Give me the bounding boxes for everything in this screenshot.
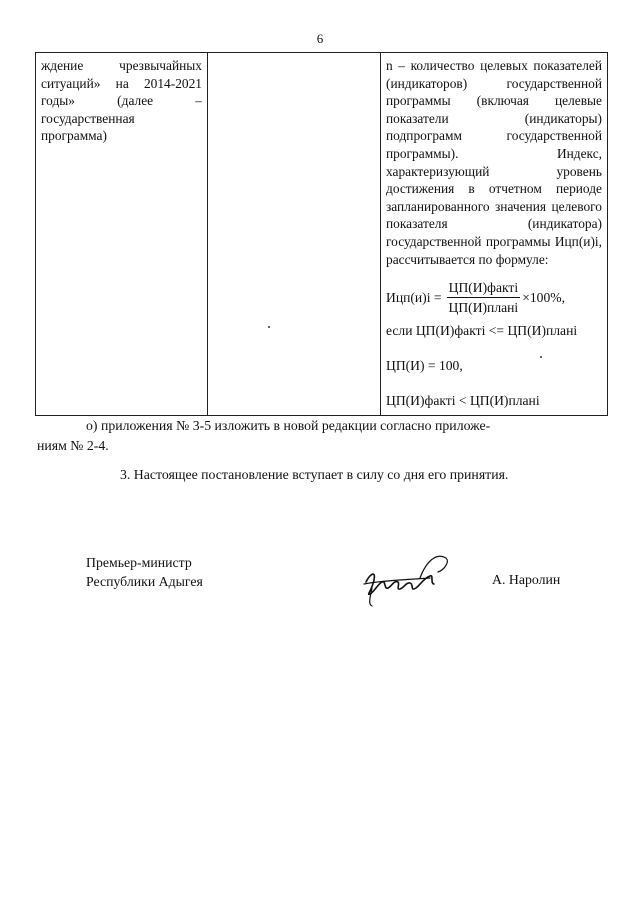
amendment-paragraph [37,416,606,456]
handwritten-signature [360,548,452,610]
signatory-name: А. Наролин [492,572,561,587]
table-row [36,53,608,416]
scan-artifact-dot [540,356,542,358]
formula-lhs: Ицп(и)i = [386,290,442,306]
program-table [35,52,608,416]
signatory-title [86,553,203,591]
formula-rhs: ×100%, [522,290,565,306]
formula-numerator: ЦП(И)факті [447,280,521,298]
clause-3-text: 3. Настоящее постановление вступает в силу со дня его принятия. [120,467,509,482]
table-cell-empty [208,53,381,416]
page-number: 6 [316,31,324,46]
result-line: ЦП(И) = 100, [386,358,463,374]
program-name-text: ждение чрезвычайных ситуаций» на 2014-2021 годы» (далее – государственная программа) [41,58,202,144]
signatory-title-line-1: Премьер-министр [86,555,192,570]
condition-line-1: если ЦП(И)факті <= ЦП(И)плані [386,323,578,339]
amendment-line-1: о) приложения № 3-5 изложить в новой редакции согласно приложе- [86,418,491,433]
table-cell-program-name [36,53,208,416]
indicator-description-text: n – количество целевых показателей (индикаторов) государственной программы (включая целевые показатели (индикаторы) подпрограмм государственной программы). Индекс, характеризующий уровень достижения в отчетном периоде запланированного значения целевого показателя (индикатора) государственной программы Ицп(и)i, рассчитывается по формуле: [386,58,602,267]
index-formula [386,280,602,316]
table-cell-indicator-description [381,53,608,416]
signatory-title-line-2: Республики Адыгея [86,574,203,589]
condition-line-2: ЦП(И)факті < ЦП(И)плані [386,393,540,409]
scan-artifact-dot [268,326,270,328]
amendment-line-2: ниям № 2-4. [37,438,109,453]
formula-denominator: ЦП(И)плані [448,300,519,316]
formula-fraction [447,280,521,316]
